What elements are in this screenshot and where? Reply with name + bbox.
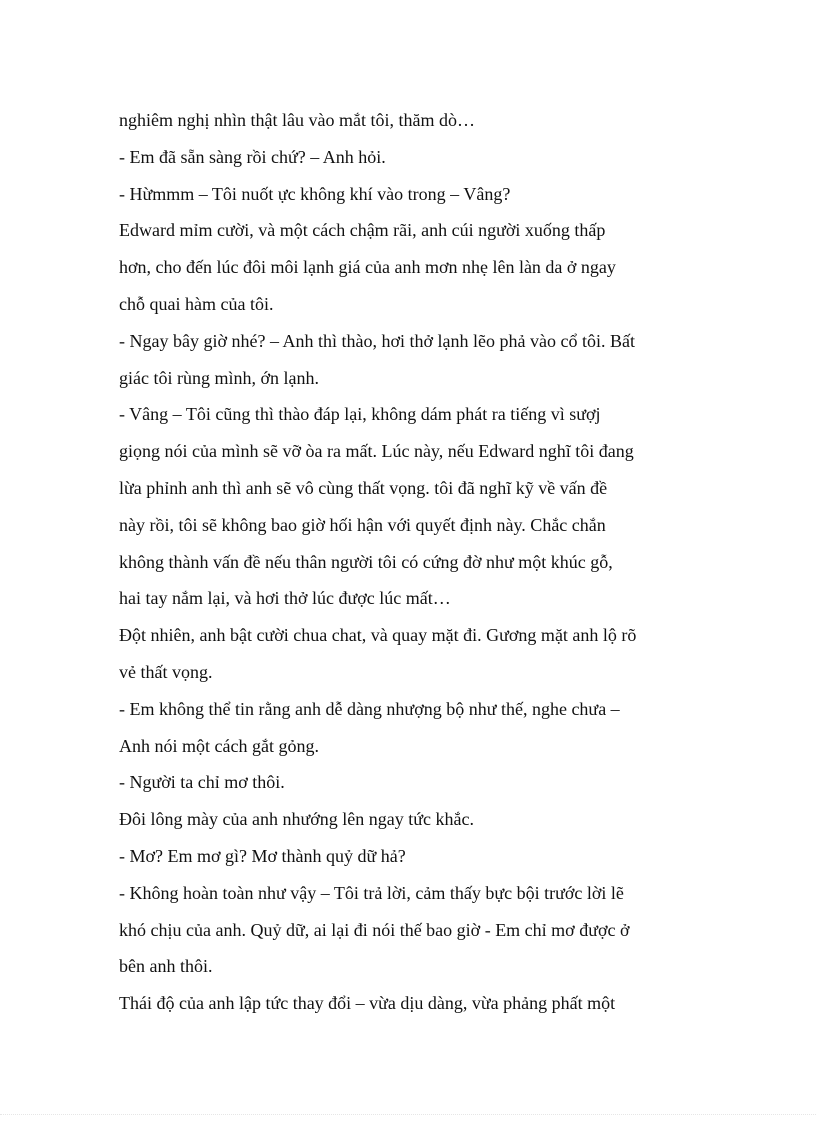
body-text: [119, 102, 719, 1022]
text-line: - Hừmmm – Tôi nuốt ực không khí vào trong – Vâng?: [119, 183, 511, 204]
text-line: hai tay nắm lại, và hơi thở lúc được lúc mất…: [119, 588, 451, 609]
text-line: giọng nói của mình sẽ vỡ òa ra mất. Lúc này, nếu Edward nghĩ tôi đang: [119, 441, 634, 462]
text-line: Edward mỉm cười, và một cách chậm rãi, anh cúi người xuống thấp: [119, 220, 606, 241]
text-line: bên anh thôi.: [119, 956, 213, 977]
text-line: này rồi, tôi sẽ không bao giờ hối hận với quyết định này. Chắc chắn: [119, 514, 606, 535]
text-line: nghiêm nghị nhìn thật lâu vào mắt tôi, thăm dò…: [119, 110, 475, 130]
text-line: hơn, cho đến lúc đôi môi lạnh giá của anh mơn nhẹ lên làn da ở ngay: [119, 257, 616, 278]
text-line: Đôi lông mày của anh nhướng lên ngay tức khắc.: [119, 809, 474, 830]
text-line: lừa phỉnh anh thì anh sẽ vô cùng thất vọng. tôi đã nghĩ kỹ về vấn đề: [119, 477, 608, 498]
text-line: - Ngay bây giờ nhé? – Anh thì thào, hơi thở lạnh lẽo phả vào cổ tôi. Bất: [119, 330, 635, 351]
text-line: giác tôi rùng mình, ớn lạnh.: [119, 367, 319, 388]
text-line: - Người ta chỉ mơ thôi.: [119, 772, 285, 793]
text-line: Đột nhiên, anh bật cười chua chat, và quay mặt đi. Gương mặt anh lộ rõ: [119, 625, 637, 646]
text-line: vẻ thất vọng.: [119, 661, 213, 682]
text-line: không thành vấn đề nếu thân người tôi có cứng đờ như một khúc gỗ,: [119, 551, 613, 572]
text-line: - Em không thể tin rằng anh dễ dàng nhượng bộ như thế, nghe chưa –: [119, 698, 620, 719]
text-line: - Vâng – Tôi cũng thì thào đáp lại, không dám phát ra tiếng vì sượj: [119, 404, 601, 425]
text-line: Anh nói một cách gắt gỏng.: [119, 735, 319, 756]
text-line: Thái độ của anh lập tức thay đổi – vừa dịu dàng, vừa phảng phất một: [119, 993, 616, 1014]
page-bottom-divider: [0, 1114, 816, 1115]
text-line: - Em đã sẵn sàng rồi chứ? – Anh hỏi.: [119, 146, 386, 167]
text-line: - Mơ? Em mơ gì? Mơ thành quỷ dữ hả?: [119, 845, 406, 866]
text-line: chỗ quai hàm của tôi.: [119, 293, 274, 314]
text-line: - Không hoàn toàn như vậy – Tôi trả lời, cảm thấy bực bội trước lời lẽ: [119, 882, 624, 903]
text-line: khó chịu của anh. Quỷ dữ, ai lại đi nói thế bao giờ - Em chỉ mơ được ở: [119, 919, 630, 940]
